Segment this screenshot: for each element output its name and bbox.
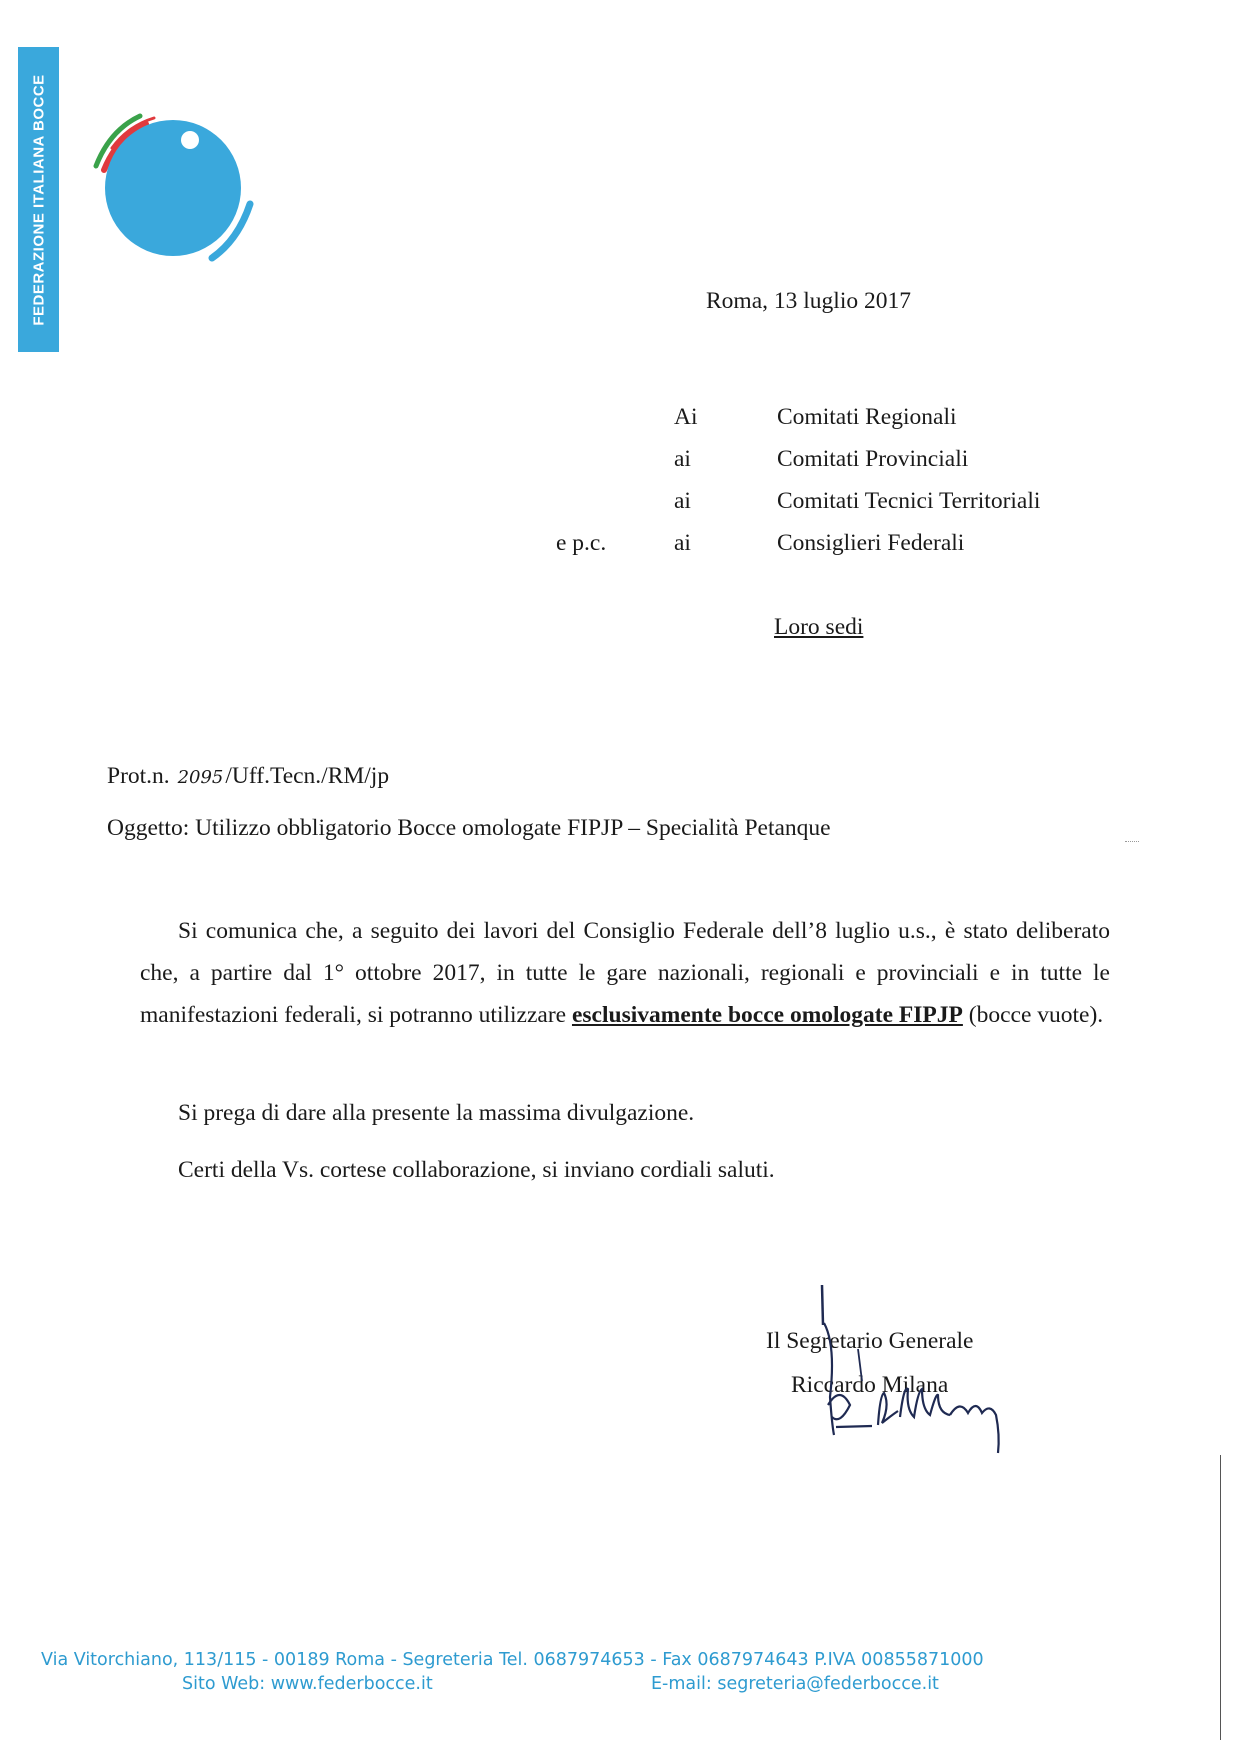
recipient-name: Comitati Regionali (777, 404, 957, 430)
protocol-line (107, 763, 389, 790)
footer-email: E-mail: segreteria@federbocce.it (651, 1674, 939, 1694)
body-paragraph: Si prega di dare alla presente la massima divulgazione. (178, 1100, 695, 1126)
protocol-number: 2095 (177, 767, 224, 788)
body-paragraph: Certi della Vs. cortese collaborazione, si inviano cordiali saluti. (178, 1157, 775, 1183)
recipient-cc: e p.c. (556, 530, 607, 556)
organization-name: FEDERAZIONE ITALIANA BOCCE (30, 73, 47, 326)
handwritten-signature (810, 1285, 1010, 1455)
subject-line: Oggetto: Utilizzo obbligatorio Bocce omologate FIPJP – Specialità Petanque (107, 815, 831, 841)
protocol-prefix: Prot.n. (107, 763, 170, 789)
signatory-role: Il Segretario Generale (766, 1328, 974, 1354)
recipient-row (0, 488, 1240, 518)
body-paragraph (140, 910, 1110, 1036)
footer-website: Sito Web: www.federbocce.it (182, 1674, 433, 1694)
scan-edge-line (1220, 1455, 1221, 1740)
emphasis-text: esclusivamente bocce omologate FIPJP (571, 1002, 963, 1028)
recipient-row (0, 446, 1240, 476)
paragraph-text: Si comunica che, a seguito dei lavori del Consiglio Federale dell’8 luglio u.s., è stato deliberato che, a partire dal 1° ottobre 2017, in tutte le gare nazionali, regionali e provinciali e in tutte le manifestazioni federali, si potranno utilizzare (140, 918, 1110, 1028)
recipient-row (0, 404, 1240, 434)
signatory-name: Riccardo Milana (791, 1372, 949, 1398)
recipient-prefix: ai (674, 488, 691, 514)
recipient-prefix: Ai (674, 404, 698, 430)
recipient-name: Comitati Provinciali (777, 446, 969, 472)
footer-address: Via Vitorchiano, 113/115 - 00189 Roma - Segreteria Tel. 0687974653 - Fax 0687974643 P.IVA 00855871000 (41, 1650, 984, 1670)
recipient-name: Comitati Tecnici Territoriali (777, 488, 1041, 514)
protocol-suffix: /Uff.Tecn./RM/jp (225, 763, 390, 789)
loro-sedi: Loro sedi (774, 614, 864, 640)
scan-mark (1125, 841, 1139, 844)
letterhead-sidebar (18, 47, 59, 352)
federation-logo (88, 108, 288, 288)
letter-date: Roma, 13 luglio 2017 (706, 288, 911, 314)
recipient-name: Consiglieri Federali (777, 530, 965, 556)
paragraph-text: (bocce vuote). (962, 1002, 1104, 1028)
recipient-prefix: ai (674, 530, 691, 556)
recipient-row (0, 530, 1240, 560)
recipient-prefix: ai (674, 446, 691, 472)
